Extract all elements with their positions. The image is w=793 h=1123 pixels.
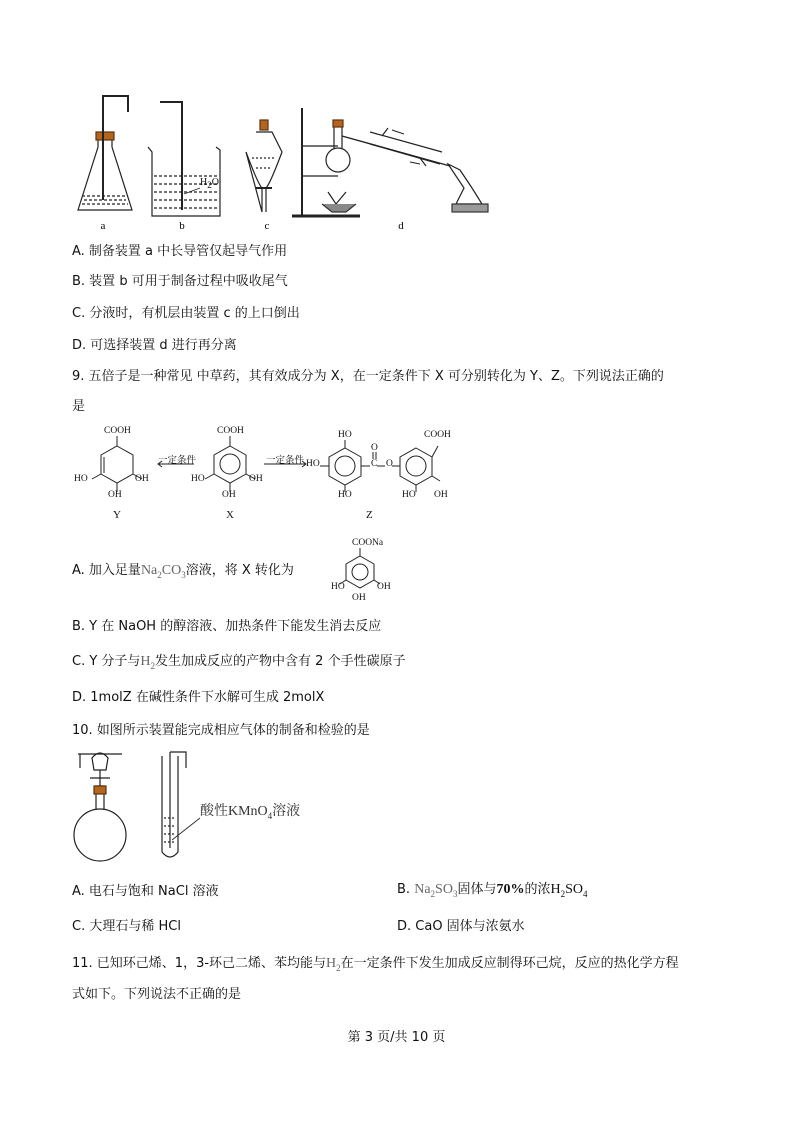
page-footer: 第 3 页/共 10 页 bbox=[347, 1030, 446, 1045]
q9-option-a: A. 加入足量$Na_2CO_3$溶液，将 X 转化为 bbox=[72, 563, 294, 580]
salt-oh-bottom: OH bbox=[352, 593, 366, 603]
z-ho-right-bottom: HO bbox=[402, 490, 416, 500]
q8-option-c: C. 分液时，有机层由装置 c 的上口倒出 bbox=[72, 306, 300, 321]
salt-ho-left: HO bbox=[331, 582, 345, 592]
q8-option-d: D. 可选择装置 d 进行再分离 bbox=[72, 338, 237, 353]
reaction-scheme-q9 bbox=[70, 424, 470, 524]
q8-option-b: B. 装置 b 可用于制备过程中吸收尾气 bbox=[72, 274, 288, 289]
z-ester-o: O bbox=[371, 443, 378, 453]
y-cooh: COOH bbox=[104, 426, 131, 436]
label-x: X bbox=[226, 509, 234, 521]
q10-option-a: A. 电石与饱和 NaCl 溶液 bbox=[72, 884, 219, 899]
arrow-label-right: 一定条件 bbox=[266, 456, 305, 466]
q10-option-b: B. $Na_2SO_3$固体与70%的浓$H_2SO_4$ bbox=[397, 882, 588, 899]
water-label: $H_2O$ bbox=[200, 177, 219, 190]
q9-option-c: C. Y 分子与$H_2$发生加成反应的产物中含有 2 个手性碳原子 bbox=[72, 654, 406, 671]
apparatus-figure-q8 bbox=[70, 92, 500, 232]
apparatus-label-a: a bbox=[100, 220, 106, 232]
label-z: Z bbox=[366, 509, 373, 521]
q9-stem-line-2: 是 bbox=[72, 399, 86, 414]
y-oh-bottom: OH bbox=[108, 490, 122, 500]
z-ho-left: HO bbox=[306, 459, 320, 469]
z-ho-top: HO bbox=[338, 430, 352, 440]
y-oh-right: OH bbox=[135, 474, 149, 484]
q10-stem: 10. 如图所示装置能完成相应气体的制备和检验的是 bbox=[72, 723, 370, 738]
q11-stem-line-1: 11. 已知环己烯、1，3-环己二烯、苯均能与$H_2$在一定条件下发生加成反应制得环己烷，反应的热化学方程 bbox=[72, 956, 679, 973]
salt-oh-right: OH bbox=[377, 582, 391, 592]
z-ester-c: C bbox=[371, 459, 378, 469]
x-cooh: COOH bbox=[217, 426, 244, 436]
salt-coona: COONa bbox=[352, 538, 384, 548]
q8-option-a: A. 制备装置 a 中长导管仅起导气作用 bbox=[72, 244, 288, 259]
z-ho-bottom: HO bbox=[338, 490, 352, 500]
kmno4-label: 酸性KMnO$_4$溶液 bbox=[200, 804, 301, 821]
apparatus-label-b: b bbox=[179, 220, 185, 232]
na2co3-formula: $Na_2CO_3$ bbox=[140, 563, 186, 580]
arrow-label-left: 一定条件 bbox=[158, 456, 197, 466]
apparatus-figure-q10 bbox=[70, 748, 210, 868]
q9-option-b: B. Y 在 NaOH 的醇溶液、加热条件下能发生消去反应 bbox=[72, 619, 382, 634]
q11-stem-line-2: 式如下。下列说法不正确的是 bbox=[72, 987, 242, 1002]
x-oh-right: OH bbox=[249, 474, 263, 484]
z-cooh: COOH bbox=[424, 430, 451, 440]
label-y: Y bbox=[113, 509, 121, 521]
q9-stem-line-1: 9. 五倍子是一种常见 中草药，其有效成分为 X，在一定条件下 X 可分别转化为 Y、Z。下列说法正确的 bbox=[72, 369, 664, 384]
z-ester-bridge-o: O bbox=[386, 459, 393, 469]
z-oh-right: OH bbox=[434, 490, 448, 500]
apparatus-label-d: d bbox=[398, 220, 404, 232]
q10-option-d: D. CaO 固体与浓氨水 bbox=[397, 919, 525, 934]
q9-option-d: D. 1molZ 在碱性条件下水解可生成 2molX bbox=[72, 690, 325, 705]
q10-option-c: C. 大理石与稀 HCl bbox=[72, 919, 181, 934]
x-oh-bottom: OH bbox=[222, 490, 236, 500]
x-ho-left: HO bbox=[191, 474, 205, 484]
y-ho-left: HO bbox=[74, 474, 88, 484]
apparatus-label-c: c bbox=[264, 220, 270, 232]
